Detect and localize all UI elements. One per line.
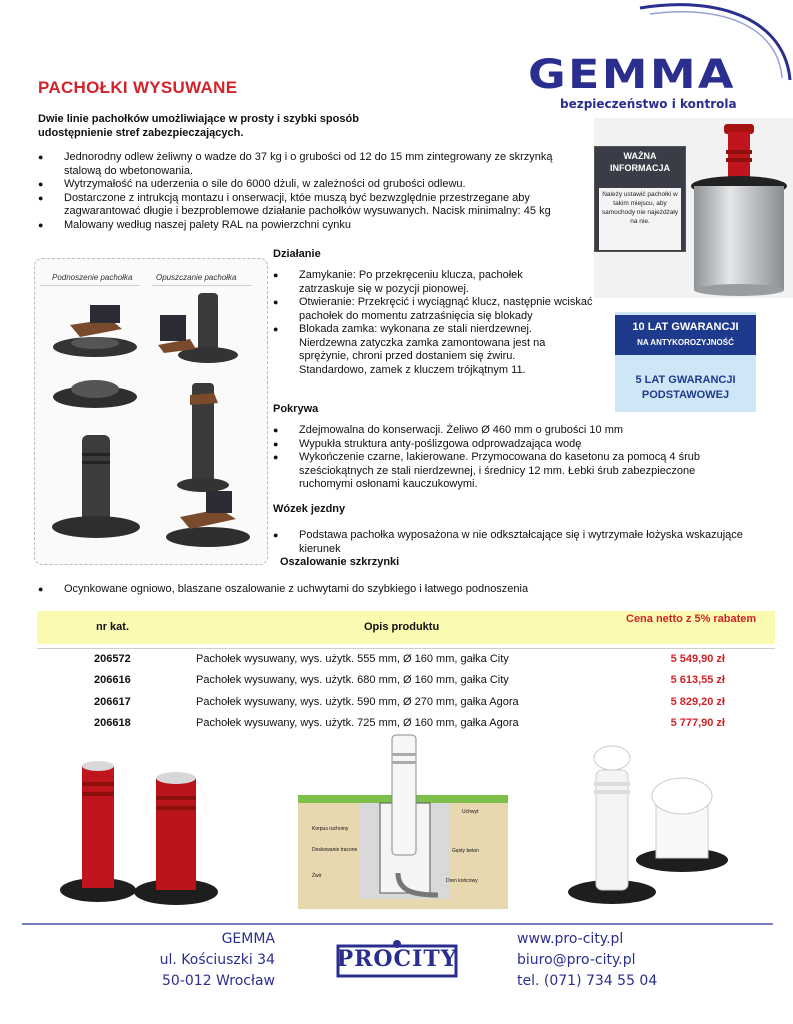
cell-opis: Pachołek wysuwany, wys. użytk. 725 mm, Ø 160 mm, gałka Agora xyxy=(196,717,519,729)
header-opis: Opis produktu xyxy=(364,621,440,633)
guarantee-line-3: 5 LAT GWARANCJI PODSTAWOWEJ xyxy=(635,374,736,401)
table-row xyxy=(37,674,775,692)
pokrywa-list xyxy=(273,424,743,492)
gemma-tagline: bezpieczeństwo i kontrola xyxy=(560,97,737,111)
illustration-label-lower: Opuszczanie pachołka xyxy=(156,273,237,282)
table-divider xyxy=(37,648,775,649)
cell-cena: 5 777,90 zł xyxy=(670,717,725,729)
cell-opis: Pachołek wysuwany, wys. użytk. 680 mm, Ø 160 mm, gałka City xyxy=(196,674,509,686)
list-item: ● Wypukła struktura anty-poślizgowa odprowadzająca wodę xyxy=(273,438,743,452)
red-bollards-photo xyxy=(58,752,228,912)
heading-oszalowanie: Oszalowanie szkrzynki xyxy=(280,556,400,568)
diagram-label-zwir: Żwir xyxy=(312,873,322,879)
main-bullet-list xyxy=(38,151,588,232)
warning-title: WAŻNA INFORMACJA xyxy=(610,151,670,173)
cell-opis: Pachołek wysuwany, wys. użytk. 590 mm, Ø 270 mm, gałka Agora xyxy=(196,696,519,708)
cell-nr: 206617 xyxy=(94,696,131,708)
cell-cena: 5 613,55 zł xyxy=(670,674,725,686)
table-row xyxy=(37,696,775,714)
footer-street: ul. Kościuszki 34 xyxy=(159,952,275,968)
wozek-list xyxy=(273,529,743,556)
footer-company: GEMMA xyxy=(221,931,275,947)
list-item: ● Wykończenie czarne, lakierowane. Przymocowana do kasetonu za pomocą 4 śrub sześciokątnych ze stali nierdzewnej, i średnicy 12 mm. Łebki śrub zabezpieczone ruchomymi osłonami kauczukowymi. xyxy=(273,451,743,492)
footer-contact xyxy=(517,929,657,992)
illustration-label-raise: Podnoszenie pachołka xyxy=(52,273,133,282)
header-nr-kat: nr kat. xyxy=(96,621,130,633)
list-item: ● Zdejmowalna do konserwacji. Żeliwo Ø 460 mm o grubości 10 mm xyxy=(273,424,743,438)
diagram-label-beton: Gęsty beton xyxy=(452,848,479,854)
list-item: ● Malowany według naszej palety RAL na powierzchni cynku xyxy=(38,219,588,233)
warning-text: Należy ustawić pachołki w takim miejscu, aby samochody nie najeżdżały na nie. xyxy=(599,188,681,250)
diagram-label-korpus: Korpus ruchomy xyxy=(312,826,349,832)
white-bollards-photo xyxy=(560,740,730,910)
list-item: ● Jednorodny odlew żeliwny o wadze do 37 kg i o grubości od 12 do 15 mm zintegrowany ze skrzynką stalową do wbetonowania. xyxy=(38,151,588,178)
footer-divider xyxy=(22,923,773,925)
list-item: ● Wytrzymałość na uderzenia o sile do 6000 dżuli, w zależności od grubości odlewu. xyxy=(38,178,588,192)
procity-logo: PROCITY xyxy=(336,946,458,972)
list-item: ● Dostarczone z intrukcją montazu i onserwacji, któe muszą być bezwzględnie przestrzegane aby zagwarantować długie i bezproblemowe działanie pachołków wysuwanych. Nacisk minimalny: 45 kg xyxy=(38,192,588,219)
footer-phone: tel. (071) 734 55 04 xyxy=(517,973,658,989)
footer-email-link[interactable]: biuro@pro-city.pl xyxy=(517,952,636,968)
guarantee-line-2: NA ANTYKOROZYJNOŚĆ xyxy=(637,338,734,347)
diagram-label-deskowanie: Deskowanie tracone xyxy=(312,847,358,853)
header-cena: Cena netto z 5% rabatem xyxy=(626,613,757,625)
diagram-label-uchwyt: Uchwyt xyxy=(462,809,479,815)
cell-nr: 206616 xyxy=(94,674,131,686)
footer-address xyxy=(160,929,275,992)
cell-cena: 5 829,20 zł xyxy=(670,696,725,708)
gemma-logo: GEMMA xyxy=(528,52,736,98)
cell-nr: 206572 xyxy=(94,653,131,665)
dzialanie-list xyxy=(273,269,613,377)
footer-website-link[interactable]: www.pro-city.pl xyxy=(517,931,624,947)
diagram-label-dren: Dren końcowy xyxy=(446,878,478,884)
list-item: ● Blokada zamka: wykonana ze stali nierdzewnej. Nierdzewna zatyczka zamka zamontowana jest na sprężynie, chroni przed dostaniem się żwiru. Standardowo, zamek z kluczem trójkątnym 11. xyxy=(273,323,569,377)
list-item: ● Zamykanie: Po przekręceniu klucza, pachołek zatrzaskuje się w pozycji pionowej. xyxy=(273,269,559,296)
bollard-steps-drawing xyxy=(40,285,262,557)
heading-pokrywa: Pokrywa xyxy=(273,403,319,415)
table-row xyxy=(37,653,775,671)
list-item: ● Ocynkowane ogniowo, blaszane oszalowanie z uchwytami do szybkiego i łatwego podnoszenia xyxy=(38,583,638,597)
heading-wozek: Wózek jezdny xyxy=(273,503,346,515)
heading-dzialanie: Działanie xyxy=(273,248,321,260)
galvanized-box-image xyxy=(684,120,793,298)
list-item: ● Podstawa pachołka wyposażona w nie odkształcające się i wytrzymałe łożyska wskazujące kierunek xyxy=(273,529,743,556)
oszalowanie-list xyxy=(38,583,638,597)
intro-text: Dwie linie pachołków umożliwiające w prosty i szybki sposób udostępnienie stref zabezpieczających. xyxy=(38,113,359,139)
cell-cena: 5 549,90 zł xyxy=(670,653,725,665)
page-title: PACHOŁKI WYSUWANE xyxy=(38,78,238,97)
cell-opis: Pachołek wysuwany, wys. użytk. 555 mm, Ø 160 mm, gałka City xyxy=(196,653,509,665)
cell-nr: 206618 xyxy=(94,717,131,729)
footer-city: 50-012 Wrocław xyxy=(162,973,275,989)
guarantee-line-1: 10 LAT GWARANCJI xyxy=(632,321,739,333)
list-item: ● Otwieranie: Przekręcić i wyciągnąć klucz, następnie wciskać pachołek do momentu zatrzaśnięcia się blokady xyxy=(273,296,599,323)
